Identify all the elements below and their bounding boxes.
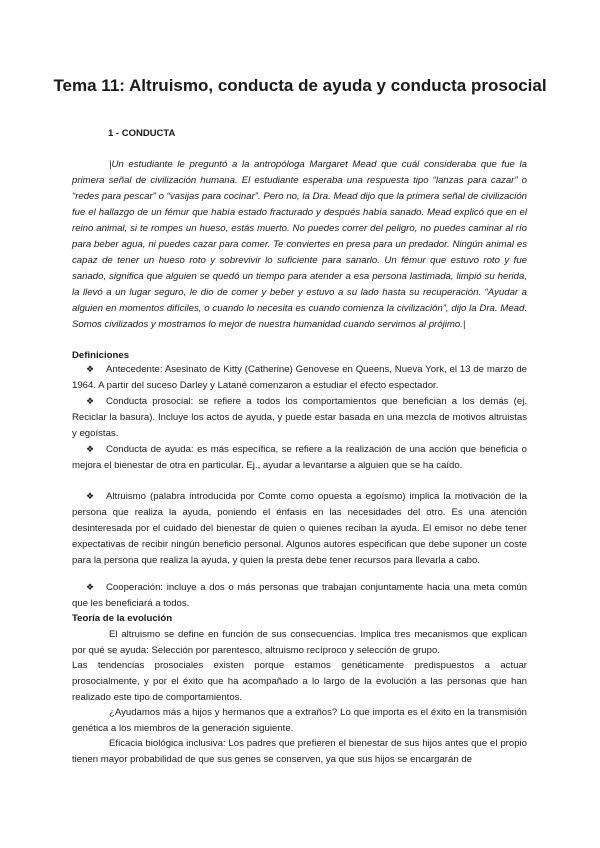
- evolution-paragraph: El altruismo se define en función de sus consecuencias. Implica tres mecanismos que explican por qué se ayuda: Selección por parentesco, altruismo recíproco y selección de grupo.: [72, 629, 527, 656]
- section-heading: 1 - CONDUCTA: [108, 128, 176, 139]
- evolution-heading: Teoría de la evolución: [72, 613, 173, 624]
- definition-item: [72, 579, 527, 612]
- diamond-bullet-icon: ❖: [86, 396, 95, 406]
- evolution-paragraph: Eficacia biológica inclusiva: Los padres que prefieren el bienestar de sus hijos antes que el propio tienen mayor probabilidad de que sus genes se conserven, ya que sus hijos se encargarán de: [72, 738, 527, 765]
- definition-item: [72, 488, 527, 569]
- definition-text: Antecedente: Asesinato de Kitty (Catherine) Genovese en Queens, Nueva York, el 13 de marzo de 1964. A partir del suceso Darley y Latané comenzaron a estudiar el efecto espectador.: [72, 364, 527, 391]
- definition-item: [72, 361, 527, 394]
- definition-text: Conducta prosocial: se refiere a todos los comportamientos que benefician a los demás (ej. Reciclar la basura). Incluye los actos de ayuda, y puede estar basada en una mezcla de motivos altruistas y egoístas.: [72, 396, 527, 439]
- diamond-bullet-icon: ❖: [86, 582, 95, 592]
- evolution-paragraph: ¿Ayudamos más a hijos y hermanos que a extraños? Lo que importa es el éxito en la transmisión genética a los miembros de la generación siguiente.: [72, 707, 527, 734]
- diamond-bullet-icon: ❖: [86, 491, 95, 501]
- definition-item: [72, 393, 527, 442]
- diamond-bullet-icon: ❖: [86, 444, 95, 454]
- definition-text: Altruismo (palabra introducida por Comte como opuesta a egoísmo) implica la motivación de la persona que realiza la ayuda, poniendo el énfasis en las necesidades del otro. Es una atención desinteresada por el cuidado del bienestar de quien o quienes reciban la ayuda. El emisor no debe tener expectativas de recibir ningún beneficio personal. Algunos autores especifican que debe suponer un coste para la persona que realiza la ayuda, y quien la presta debe tener recursos para llevarla a cabo.: [72, 491, 527, 566]
- definition-item: [72, 441, 527, 474]
- definition-text: Conducta de ayuda: es más específica, se refiere a la realización de una acción que beneficia o mejora el bienestar de otra en particular. Ej., ayudar a levantarse a alguien que se ha caído.: [72, 444, 527, 471]
- evolution-paragraph: Las tendencias prosociales existen porque estamos genéticamente predispuestos a actuar prosocialmente, y por el éxito que ha acompañado a lo largo de la evolución a las personas que han realizado este tipo de comportamientos.: [72, 660, 527, 703]
- definitions-heading: Definiciones: [72, 350, 130, 361]
- diamond-bullet-icon: ❖: [86, 364, 95, 374]
- page-title: Tema 11: Altruismo, conducta de ayuda y conducta prosocial: [53, 76, 547, 95]
- intro-quote: |Un estudiante le preguntó a la antropóloga Margaret Mead que cuál consideraba que fue la primera señal de civilización humana. El estudiante esperaba una respuesta tipo “lanzas para cazar” o “redes para pescar” o “vasijas para cocinar”. Pero no, la Dra. Mead dijo que la primera señal de civilización fue el hallazgo de un fémur que había estado fracturado y después había sanado. Mead explicó que en el reino animal, si te rompes un hueso, estás muerto. No puedes correr del peligro, no puedes caminar al río para beber agua, ni puedes cazar para comer. Te conviertes en presa para un predador. Ningún animal es capaz de tener un hueso roto y sobrevivir lo suficiente para sanarlo. Un fémur que estuvo roto y fue sanado, significa que alguien se quedó un tiempo para atender a esa persona lastimada, limpió su herida, la llevó a un lugar seguro, le dio de comer y beber y estuvo a su lado hasta su recuperación. “Ayudar a alguien en momentos difíciles, o cuando lo necesita es cuando comienza la civilización”, dijo la Dra. Mead. Somos civilizados y mostramos lo mejor de nuestra humanidad cuando servimos al prójimo.|: [72, 159, 527, 330]
- definition-text: Cooperación: incluye a dos o más personas que trabajan conjuntamente hacia una meta común que les beneficiará a todos.: [72, 582, 527, 609]
